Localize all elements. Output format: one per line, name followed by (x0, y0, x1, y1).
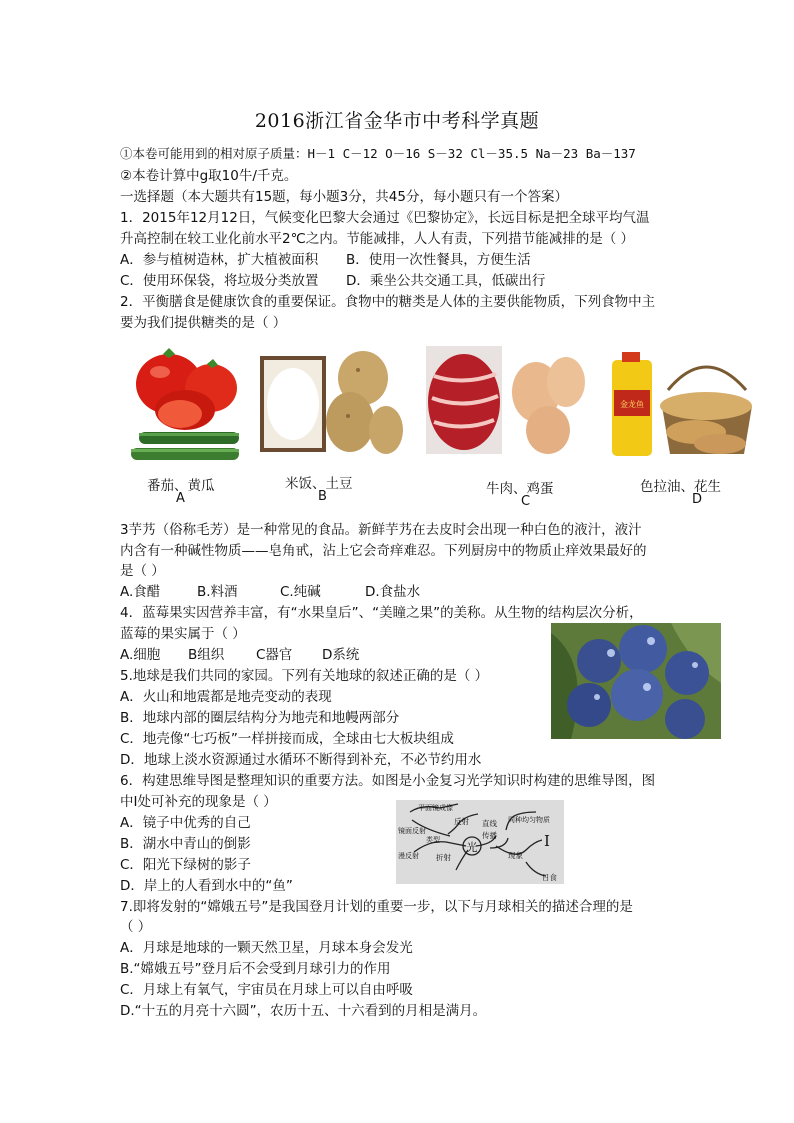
oil-bottle-label: 金龙鱼 (620, 400, 644, 409)
q2-stem-line2: 要为我们提供糖类的是（ ） (120, 315, 287, 331)
q6-option-c: C．阳光下绿树的影子 (120, 857, 251, 873)
q7-stem-line2: （ ） (120, 919, 152, 935)
q5-option-d: D．地球上淡水资源通过水循环不断得到补充，不必节约用水 (120, 752, 482, 768)
q5-stem: 5.地球是我们共同的家园。下列有关地球的叙述正确的是（ ） (120, 668, 489, 684)
map-node-uniform-medium: 同种均匀物质 (508, 816, 550, 824)
q1-option-b: B．使用一次性餐具，方便生活 (346, 252, 531, 268)
oil-peanut-image (606, 350, 756, 460)
q3-option-b: B.料酒 (197, 584, 238, 600)
q4-option-a: A.细胞 (120, 647, 161, 663)
beef-egg-image (426, 346, 588, 458)
q3-stem-line3: 是（ ） (120, 563, 165, 579)
tomato-cucumber-image (125, 344, 245, 466)
q6-option-a: A．镜子中优秀的自己 (120, 815, 251, 831)
food-caption-b: 米饭、土豆 (285, 476, 353, 492)
q3-option-a: A.食醋 (120, 584, 161, 600)
q7-option-c: C．月球上有氧气，宇宙员在月球上可以自由呼吸 (120, 982, 413, 998)
food-letter-a: A (176, 491, 185, 506)
section-heading: 一选择题（本大题共有15题，每小题3分，共45分，每小题只有一个答案） (120, 189, 568, 205)
q6-option-b: B．湖水中青山的倒影 (120, 836, 251, 852)
map-node-refraction: 折射 (436, 853, 451, 862)
food-letter-c: C (521, 494, 531, 509)
food-caption-d: 色拉油、花生 (640, 479, 721, 495)
note-atomic-mass: ①本卷可能用到的相对原子质量：H－1 C－12 O－16 S－32 Cl－35.5 Na－23 Ba－137 (120, 146, 636, 161)
rice-potato-image (258, 348, 406, 458)
map-node-diffuse: 漫反射 (398, 852, 419, 860)
q6-stem-line2: 中Ⅰ处可补充的现象是（ ） (120, 794, 277, 810)
q6-stem-line1: 6．构建思维导图是整理知识的重要方法。如图是小金复习光学知识时构建的思维导图，图 (120, 773, 656, 789)
q1-stem-line1: 1．2015年12月12日，气候变化巴黎大会通过《巴黎协定》，长远目标是把全球平均气温 (120, 210, 650, 226)
food-letter-b: B (318, 489, 327, 504)
q3-stem-line2: 内含有一种碱性物质——皂角甙，沾上它会奇痒难忍。下列厨房中的物质止痒效果最好的 (120, 543, 647, 559)
q7-option-b: B.“嫦娥五号”登月后不会受到月球引力的作用 (120, 961, 391, 977)
food-letter-d: D (692, 492, 703, 507)
q7-option-a: A．月球是地球的一颗天然卫星，月球本身会发光 (120, 940, 413, 956)
q3-option-d: D.食盐水 (365, 584, 421, 600)
q4-option-b: B组织 (188, 647, 225, 663)
light-mind-map (396, 800, 564, 884)
map-node-straight: 直线 (482, 819, 497, 828)
q5-option-b: B．地球内部的圈层结构分为地壳和地幔两部分 (120, 710, 400, 726)
map-node-reflection: 反射 (454, 817, 469, 826)
q4-stem-line2: 蓝莓的果实属于（ ） (120, 626, 246, 642)
q1-option-a: A．参与植树造林，扩大植被面积 (120, 252, 319, 268)
map-node-blank-i: I (544, 832, 550, 850)
q5-option-c: C．地壳像“七巧板”一样拼接而成，全球由七大板块组成 (120, 731, 454, 747)
map-node-propagation: 传播 (482, 831, 497, 840)
map-node-type: 类型 (426, 836, 440, 844)
q7-stem-line1: 7.即将发射的“嫦娥五号”是我国登月计划的重要一步，以下与月球相关的描述合理的是 (120, 899, 633, 915)
note-g-value: ②本卷计算中g取10牛/千克。 (120, 168, 298, 184)
q1-stem-line2: 升高控制在较工业化前水平2℃之内。节能减排，人人有责，下列措节能减排的是（ ） (120, 231, 635, 247)
food-caption-c: 牛肉、鸡蛋 (486, 481, 554, 497)
q7-option-d: D.“十五的月亮十六圆”，农历十五、十六看到的月相是满月。 (120, 1003, 487, 1019)
q4-option-d: D系统 (322, 647, 360, 663)
q2-stem-line1: 2．平衡膳食是健康饮食的重要保证。食物中的糖类是人体的主要供能物质，下列食物中主 (120, 294, 656, 310)
map-node-eclipse: 日食 (542, 873, 557, 882)
page-title: 2016浙江省金华市中考科学真题 (254, 110, 540, 132)
q1-option-d: D．乘坐公共交通工具，低碳出行 (346, 273, 546, 289)
q3-stem-line1: 3芋艿（俗称毛芳）是一种常见的食品。新鲜芋艿在去皮时会出现一种白色的液汁，液汁 (120, 522, 642, 538)
map-node-light: 光 (466, 841, 478, 854)
q4-option-c: C器官 (256, 647, 293, 663)
map-node-phenomenon: 现象 (508, 851, 523, 860)
q1-option-c: C．使用环保袋，将垃圾分类放置 (120, 273, 319, 289)
map-node-plane-mirror: 平面镜成像 (418, 804, 453, 812)
q3-option-c: C.纯碱 (280, 584, 321, 600)
map-node-specular: 镜面反射 (398, 827, 426, 835)
food-caption-a: 番茄、黄瓜 (147, 478, 215, 494)
q5-option-a: A．火山和地震都是地壳变动的表现 (120, 689, 332, 705)
blueberry-image (551, 623, 721, 739)
q6-option-d: D．岸上的人看到水中的“鱼” (120, 878, 293, 894)
q4-stem-line1: 4．蓝莓果实因营养丰富，有“水果皇后”、“美瞳之果”的美称。从生物的结构层次分析， (120, 605, 643, 621)
